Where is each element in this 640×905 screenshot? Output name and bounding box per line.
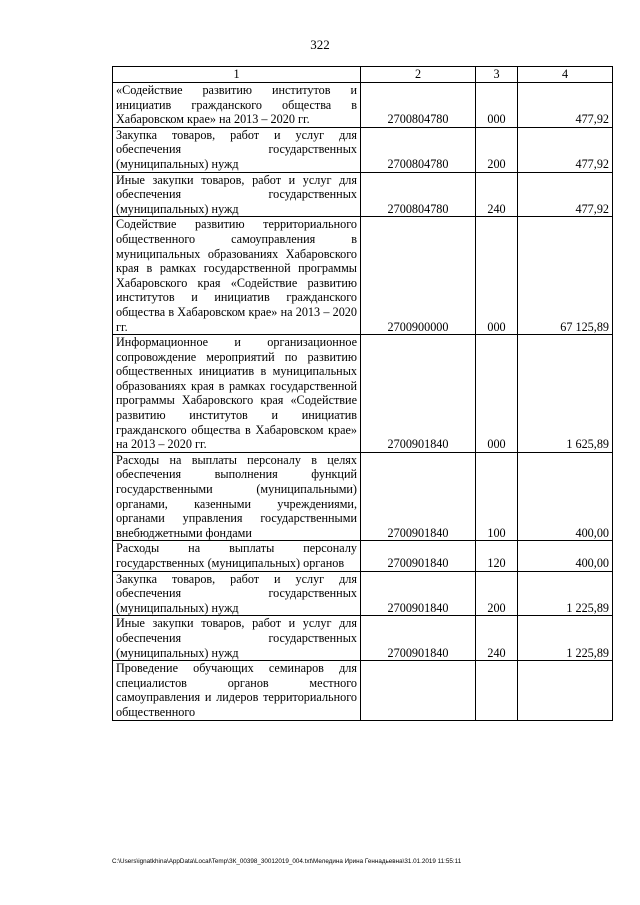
table-row	[113, 127, 613, 172]
row-expense-type: 000	[476, 335, 518, 453]
table-row	[113, 541, 613, 571]
row-expense-type: 200	[476, 571, 518, 616]
row-amount: 67 125,89	[518, 217, 613, 335]
column-header: 2	[361, 67, 476, 83]
row-amount: 400,00	[518, 541, 613, 571]
budget-table	[112, 66, 613, 721]
page-number: 322	[310, 37, 330, 52]
table-row	[113, 571, 613, 616]
row-expense-type: 000	[476, 83, 518, 128]
file-path-footer: C:\Users\ignatkhina\AppData\Local\Temp\ЗК_00398_30012019_004.txt\Меледина Ирина Геннадьевна\31.01.2019 11:55:11	[112, 858, 462, 865]
row-amount: 477,92	[518, 172, 613, 217]
row-amount: 477,92	[518, 83, 613, 128]
row-code	[361, 661, 476, 720]
row-expense-type: 200	[476, 127, 518, 172]
column-header: 4	[518, 67, 613, 83]
row-expense-type: 100	[476, 452, 518, 541]
row-expense-type	[476, 661, 518, 720]
row-code: 2700804780	[361, 172, 476, 217]
row-code: 2700901840	[361, 616, 476, 661]
row-expense-type: 240	[476, 172, 518, 217]
table-row	[113, 452, 613, 541]
row-code: 2700901840	[361, 541, 476, 571]
row-name: «Содействие развитию институтов и инициатив гражданского общества в Хабаровском крае» на 2013 – 2020 гг.	[113, 83, 361, 128]
row-name: Расходы на выплаты персоналу в целях обеспечения выполнения функций государственными (муниципальными) органами, казенными учреждениями, органами управления государственными внебюджетными фондами	[113, 452, 361, 541]
row-code: 2700901840	[361, 335, 476, 453]
row-code: 2700804780	[361, 127, 476, 172]
row-name: Иные закупки товаров, работ и услуг для обеспечения государственных (муниципальных) нужд	[113, 172, 361, 217]
row-name: Закупка товаров, работ и услуг для обеспечения государственных (муниципальных) нужд	[113, 127, 361, 172]
row-expense-type: 240	[476, 616, 518, 661]
table-row	[113, 217, 613, 335]
row-amount	[518, 661, 613, 720]
column-header: 1	[113, 67, 361, 83]
row-name: Содействие развитию территориального общественного самоуправления в муниципальных образованиях Хабаровского края в рамках государственной программы Хабаровского края «Содействие развитию институтов и инициатив гражданского общества в Хабаровском крае» на 2013 – 2020 гг.	[113, 217, 361, 335]
row-expense-type: 000	[476, 217, 518, 335]
column-header: 3	[476, 67, 518, 83]
row-expense-type: 120	[476, 541, 518, 571]
table-row	[113, 172, 613, 217]
row-code: 2700901840	[361, 452, 476, 541]
row-code: 2700901840	[361, 571, 476, 616]
row-code: 2700900000	[361, 217, 476, 335]
table-header-row	[113, 67, 613, 83]
row-amount: 477,92	[518, 127, 613, 172]
row-code: 2700804780	[361, 83, 476, 128]
row-name: Расходы на выплаты персоналу государственных (муниципальных) органов	[113, 541, 361, 571]
row-name: Иные закупки товаров, работ и услуг для обеспечения государственных (муниципальных) нужд	[113, 616, 361, 661]
table-row	[113, 335, 613, 453]
row-amount: 1 225,89	[518, 571, 613, 616]
row-amount: 1 625,89	[518, 335, 613, 453]
table-row	[113, 616, 613, 661]
table-row	[113, 83, 613, 128]
row-amount: 400,00	[518, 452, 613, 541]
table-row	[113, 661, 613, 720]
row-name: Закупка товаров, работ и услуг для обеспечения государственных (муниципальных) нужд	[113, 571, 361, 616]
row-amount: 1 225,89	[518, 616, 613, 661]
row-name: Информационное и организационное сопровождение мероприятий по развитию общественных инициатив в муниципальных образованиях края в рамках государственной программы Хабаровского края «Содействие развитию институтов и инициатив гражданского общества в Хабаровском крае» на 2013 – 2020 гг.	[113, 335, 361, 453]
row-name: Проведение обучающих семинаров для специалистов органов местного самоуправления и лидеров территориального общественного	[113, 661, 361, 720]
